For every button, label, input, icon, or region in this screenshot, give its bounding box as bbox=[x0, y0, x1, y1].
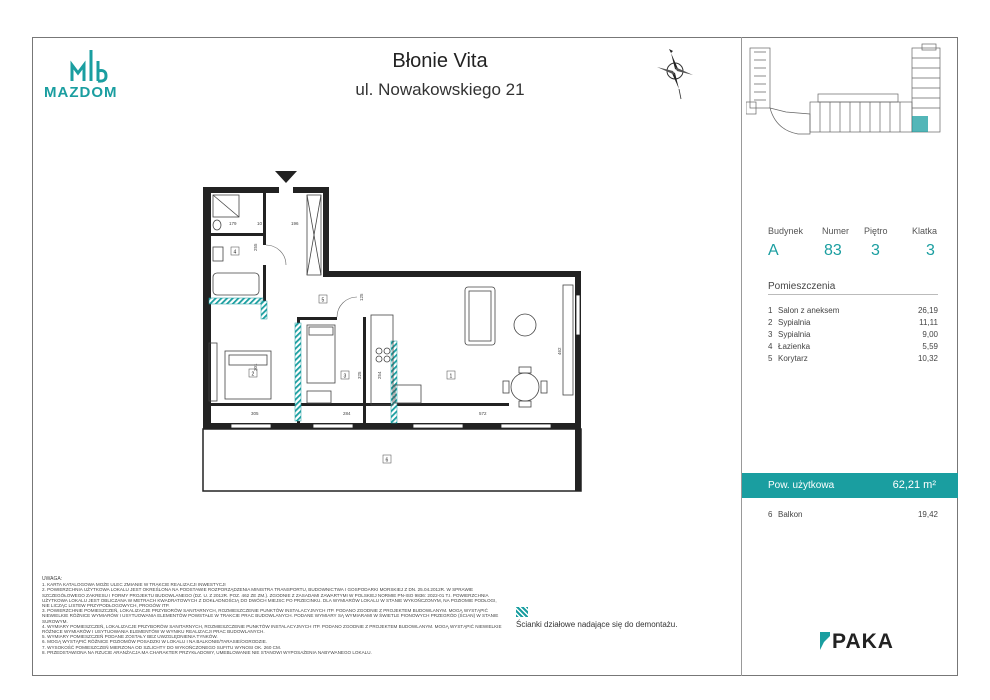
dim-125: 125 bbox=[359, 293, 364, 301]
room-tag-1: 1 bbox=[449, 373, 453, 380]
room-area: 10,32 bbox=[917, 354, 938, 363]
room-row bbox=[768, 342, 938, 353]
dim-572: 572 bbox=[479, 411, 487, 416]
note-item: 7. WYSOKOŚĆ POMIESZCZEŃ MIERZONA OD SZLICHTY DO WYKOŃCZONEGO SUFITU WYNOSI OK. 260 CM. bbox=[42, 644, 282, 650]
room-number: 5 bbox=[768, 354, 773, 363]
room-area: 9,00 bbox=[922, 330, 938, 339]
entrance-marker-icon bbox=[275, 171, 297, 183]
apartment-meta-labels bbox=[768, 226, 938, 240]
label-floor: Piętro bbox=[864, 226, 888, 236]
room-row bbox=[768, 354, 938, 365]
room-tag-4: 4 bbox=[233, 249, 237, 256]
room-name: Łazienka bbox=[778, 342, 811, 351]
balcony-area: 19,42 bbox=[917, 510, 938, 519]
room-name: Salon z aneksem bbox=[778, 306, 840, 315]
room-area: 26,19 bbox=[917, 306, 938, 315]
room-number: 2 bbox=[768, 318, 773, 327]
room-tag-3: 3 bbox=[343, 373, 347, 380]
room-row bbox=[768, 318, 938, 329]
room-tag-2: 2 bbox=[251, 371, 255, 378]
room-number: 1 bbox=[768, 306, 773, 315]
room-tag-5: 5 bbox=[321, 297, 325, 304]
balcony-name: Balkon bbox=[778, 510, 803, 519]
project-title: Błonie Vita bbox=[392, 50, 488, 72]
note-item: 2. POWIERZCHNIA UŻYTKOWA LOKALU JEST OKREŚLONA NA PODSTAWIE ROZPORZĄDZENIA MINISTRA TRANSPORTU, BUDOWNICTWA I GOSPODARKI MORSKIEJ Z DN. 25.04.2012R. W SPRAWIE SZCZEGÓŁOWEGO ZAKRESU I FORMY PROJEKTU BUDOWLANEGO (DZ. U. Z 2012R. POZ. 462 ZE ZM.). ZGODNIE Z ZASADAMI ZAWARTYMI W POLSKIEJ NORMIE PN-ISO 9836: 2022-01 T.I. POWIERZCHNIA UŻYTKOWA LOKALU JEST OBLICZANA W METRACH KWADRATOWYCH Z DOKŁADNOŚCIĄ DO DWÓCH MIEJSC PO PRZECINKU. DLA WYMIARÓW LOKALU W STANIE WYKOŃCZONYM, NA POZIOMIE PODŁOGI, NIE LICZĄC LISTEW PRZYPODŁOGOWYCH, PROGÓW ITP. bbox=[42, 587, 497, 609]
notes-title: UWAGA: bbox=[42, 576, 63, 582]
note-item: 1. KARTA KATALOGOWA MOŻE ULEC ZMIANIE W TRAKCIE REALIZACJI INWESTYCJI bbox=[42, 582, 226, 588]
room-tag-6: 6 bbox=[385, 457, 389, 464]
room-row bbox=[768, 330, 938, 341]
building-keyplan-icon bbox=[746, 42, 956, 142]
note-item: 5. WYMIARY POMIESZCZEŃ PODANE ZOSTAŁY BEZ UWZGLĘDNIENIA TYNKÓW. bbox=[42, 634, 218, 640]
room-row bbox=[768, 306, 938, 317]
value-stair: 3 bbox=[926, 242, 935, 259]
note-item: 4. WYMIARY POMIESZCZEŃ, LOKALIZACJE PRZYBORÓW SANITARNYCH, ROZMIESZCZENIE PUNKTÓW INSTALACYJNYCH ITP. PODANO ZGODNIE Z PROJEKTEM BUDOWLANYM. MOGĄ WYSTĄPIĆ NIEWIELKIE RÓŻNICE WYMIARÓW I USYTUOWANIA ELEMENTÓW W WYNIKU REALIZACJI PRAC BUDOWLANYCH. bbox=[42, 623, 502, 635]
room-area: 11,11 bbox=[919, 318, 938, 327]
dim-196: 196 bbox=[291, 221, 299, 226]
note-item: 3. POWIERZCHNIE POMIESZCZEŃ, LOKALIZACJE PRZYBORÓW SANITARNYCH, ROZMIESZCZENIE PUNKTÓW INSTALACYJNYCH ITP. PODANO ZGODNIE Z PROJEKTEM BUDOWLANYM. MOGĄ WYSTĄPIĆ NIEWIELKIE RÓŻNICE WYMIARÓW I USYTUOWANIA ELEMENTÓW POWSTAŁE W TRAKCIE PRAC BUDOWLANYCH. PODANE WYMIARY SĄ WYMIARAMI W ŚWIETLE PIONOWYCH PRZEGRÓD (ŚCIAN) W STANIE SUROWYM. bbox=[42, 608, 499, 624]
balcony-number: 6 bbox=[768, 510, 773, 519]
dim-10: 10 bbox=[257, 221, 263, 226]
value-building: A bbox=[768, 242, 779, 259]
dim-301: 301 bbox=[253, 363, 258, 371]
demountable-wall-swatch bbox=[516, 607, 528, 617]
usable-area-value: 62,21 m² bbox=[892, 479, 936, 491]
label-number: Numer bbox=[822, 226, 850, 236]
paka-logo-icon bbox=[820, 632, 830, 650]
brand-name: MAZDOM bbox=[44, 84, 118, 101]
rooms-title: Pomieszczenia bbox=[768, 281, 836, 292]
room-number: 3 bbox=[768, 330, 773, 339]
room-name: Sypialnia bbox=[778, 318, 811, 327]
dim-254: 254 bbox=[377, 371, 382, 379]
label-building: Budynek bbox=[768, 226, 804, 236]
room-name: Sypialnia bbox=[778, 330, 811, 339]
sidebar-divider bbox=[741, 37, 742, 676]
notes bbox=[42, 577, 502, 655]
developer-name: PAKA bbox=[832, 630, 894, 653]
room-area: 5,59 bbox=[922, 342, 938, 351]
dim-284: 284 bbox=[343, 411, 351, 416]
value-floor: 3 bbox=[871, 242, 880, 259]
rooms-rule bbox=[768, 294, 938, 295]
room-number: 4 bbox=[768, 342, 773, 351]
label-stair: Klatka bbox=[912, 226, 938, 236]
dim-325: 325 bbox=[357, 371, 362, 379]
usable-area-label: Pow. użytkowa bbox=[768, 480, 835, 491]
compass-rose-icon bbox=[655, 47, 695, 102]
note-item: 6. MOGĄ WYSTĄPIĆ RÓŻNICE POZIOMÓW POSADZKI W LOKALU I NA BALKONIE/TARASIE/OGRODZIE. bbox=[42, 639, 268, 645]
room-name: Korytarz bbox=[778, 354, 808, 363]
note-item: 8. PRZEDSTAWIONA NA RZUCIE ARANŻACJA MA CHARAKTER PRZYKŁADOWY, UMEBLOWANIE NIE STANOWI WYPOSAŻENIA NABYWANEGO LOKALU. bbox=[42, 649, 372, 655]
legend-text: Ścianki działowe nadające się do demontażu. bbox=[516, 620, 678, 629]
floor-plan bbox=[195, 165, 605, 495]
dim-462: 462 bbox=[557, 347, 562, 355]
dim-179: 179 bbox=[229, 221, 237, 226]
apartment-meta-values bbox=[768, 242, 938, 262]
value-number: 83 bbox=[824, 242, 842, 259]
usable-area-bar bbox=[742, 473, 958, 498]
dim-255: 255 bbox=[253, 243, 258, 251]
dim-305: 305 bbox=[251, 411, 259, 416]
balcony-row bbox=[768, 510, 938, 521]
project-address: ul. Nowakowskiego 21 bbox=[355, 80, 525, 99]
